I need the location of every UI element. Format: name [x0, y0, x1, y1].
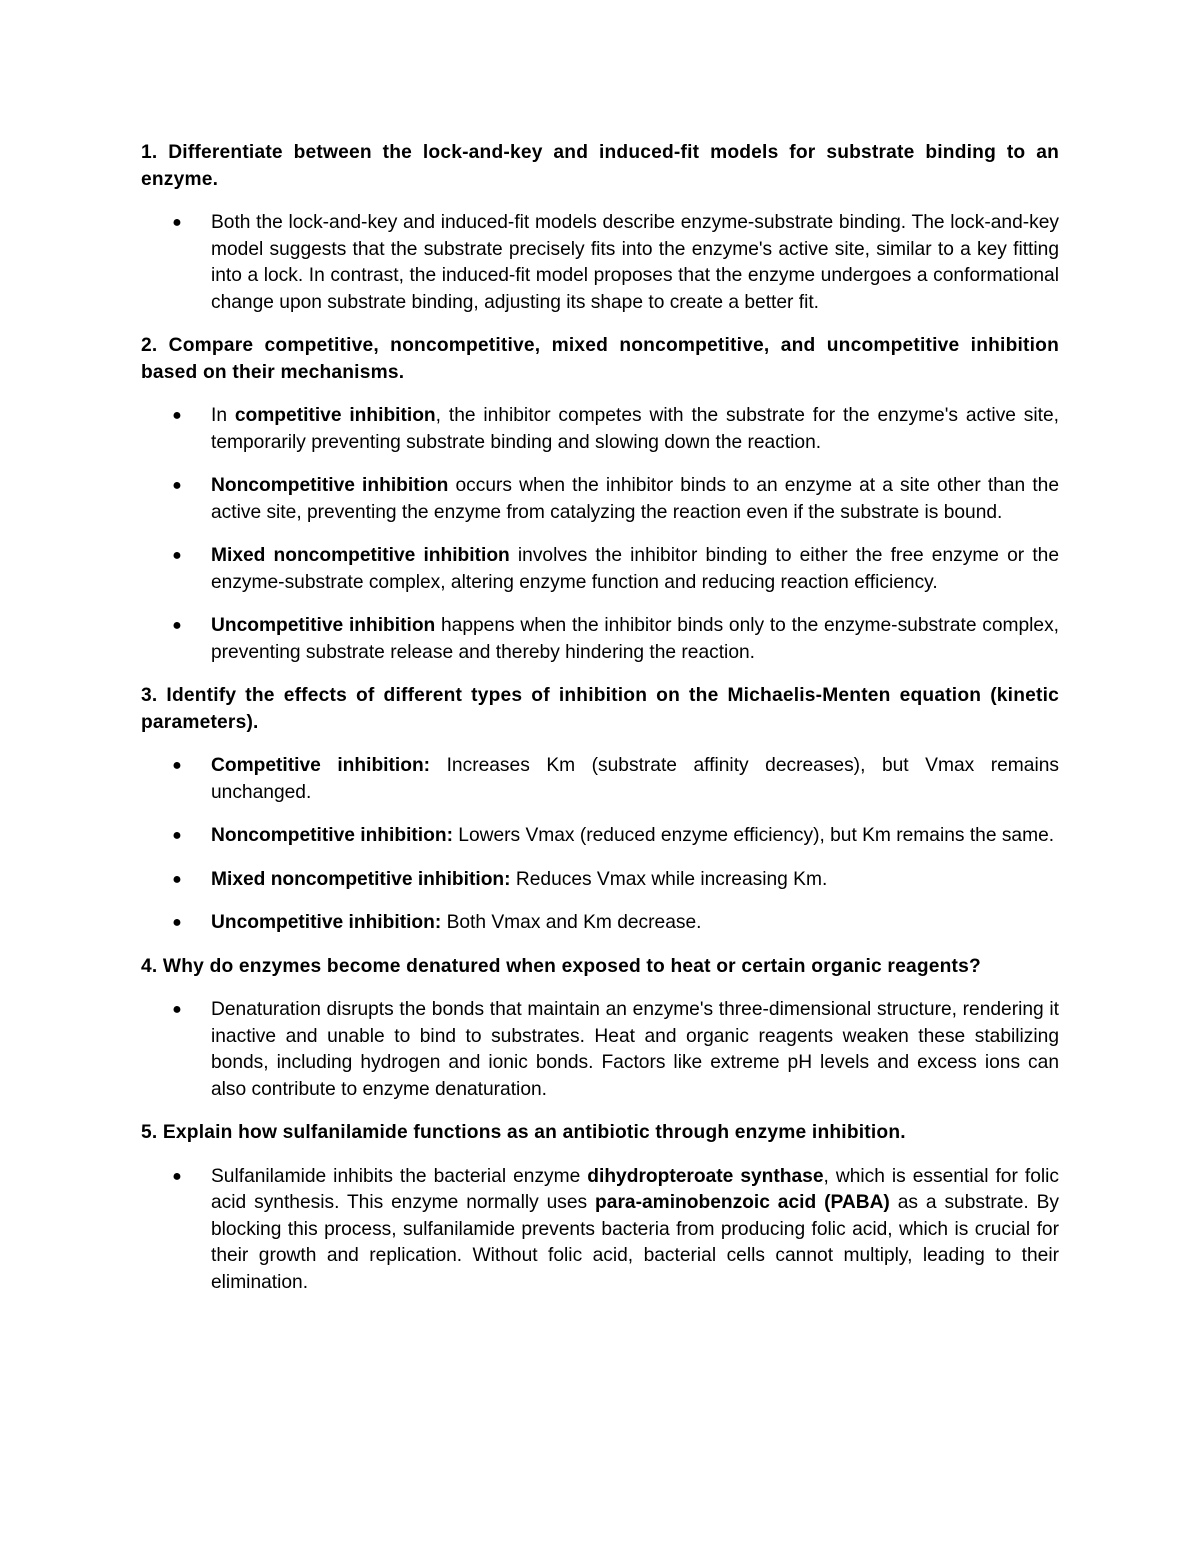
answer-text-2: as a substrate. By blocking this process, sulfanilamide prevents bacteria from producing folic acid, which is crucial for their growth and replication. Without folic acid, bacterial cells cannot multiply, leading to their elimination. — [211, 1192, 1060, 1293]
answer-list-1 — [141, 210, 1059, 316]
bullet-icon: ● — [172, 617, 182, 634]
bullet-icon: ● — [172, 214, 182, 231]
answer-item — [141, 910, 1059, 937]
document-page — [141, 140, 1059, 1314]
answer-list-4 — [141, 997, 1059, 1103]
answer-term: Uncompetitive inhibition: — [211, 912, 442, 933]
answer-term: Mixed noncompetitive inhibition — [211, 545, 510, 566]
answer-item — [141, 403, 1059, 456]
answer-term: dihydropteroate synthase — [587, 1165, 824, 1187]
answer-list-2 — [141, 403, 1059, 666]
answer-text: , which is essential for folic acid synthesis. This enzyme normally uses — [211, 1165, 1059, 1213]
answer-item — [141, 613, 1059, 666]
answer-item — [141, 823, 1059, 850]
answer-item — [141, 867, 1059, 894]
section-4 — [141, 954, 1059, 1104]
answer-text: , the inhibitor competes with the substrate for the enzyme's active site, temporarily preventing substrate binding and slowing down the reaction. — [211, 405, 1059, 453]
answer-item — [141, 473, 1059, 526]
answer-term: Competitive inhibition: — [211, 755, 431, 776]
bullet-icon: ● — [172, 407, 182, 424]
answer-item — [141, 997, 1059, 1103]
answer-term: Mixed noncompetitive inhibition: — [211, 868, 511, 890]
bullet-icon: ● — [172, 547, 182, 564]
bullet-icon: ● — [172, 1167, 182, 1185]
answer-item — [141, 210, 1059, 316]
answer-item — [141, 543, 1059, 596]
answer-text: Reduces Vmax while increasing Km. — [510, 868, 828, 890]
answer-text: occurs when the inhibitor binds to an enzyme at a site other than the active site, preventing the enzyme from catalyzing the reaction even if the substrate is bound. — [211, 475, 1059, 523]
answer-list-5 — [141, 1164, 1059, 1297]
answer-lead: In — [211, 405, 235, 426]
answer-item — [141, 753, 1059, 806]
answer-text: happens when the inhibitor binds only to the enzyme-substrate complex, preventing substrate release and thereby hindering the reaction. — [211, 615, 1060, 663]
answer-text: involves the inhibitor binding to either the free enzyme or the enzyme-substrate complex, altering enzyme function and reducing reaction efficiency. — [211, 545, 1059, 593]
section-2 — [141, 333, 1059, 666]
bullet-icon: ● — [172, 870, 182, 888]
answer-term: Noncompetitive inhibition — [211, 475, 449, 496]
answer-item — [141, 1164, 1059, 1297]
question-3: 3. Identify the effects of different types of inhibition on the Michaelis-Menten equation (kinetic parameters). — [141, 685, 1059, 733]
question-2: 2. Compare competitive, noncompetitive, mixed noncompetitive, and uncompetitive inhibition based on their mechanisms. — [141, 335, 1059, 383]
question-4: 4. Why do enzymes become denatured when exposed to heat or certain organic reagents? — [141, 955, 981, 977]
question-1: 1. Differentiate between the lock-and-key and induced-fit models for substrate binding to an enzyme. — [141, 142, 1059, 190]
answer-lead: Sulfanilamide inhibits the bacterial enzyme — [211, 1165, 588, 1187]
answer-term-2: para-aminobenzoic acid (PABA) — [595, 1192, 890, 1213]
bullet-icon: ● — [172, 757, 182, 774]
section-1 — [141, 140, 1059, 316]
answer-text: Increases Km (substrate affinity decreases), but Vmax remains unchanged. — [211, 755, 1059, 803]
bullet-icon: ● — [172, 914, 182, 931]
answer-term: Noncompetitive inhibition: — [211, 825, 453, 846]
answer-text: Both Vmax and Km decrease. — [441, 912, 702, 933]
section-3 — [141, 683, 1059, 937]
section-5 — [141, 1120, 1059, 1296]
question-5: 5. Explain how sulfanilamide functions as an antibiotic through enzyme inhibition. — [141, 1122, 906, 1143]
bullet-icon: ● — [172, 477, 182, 494]
bullet-icon: ● — [172, 827, 182, 844]
bullet-icon: ● — [172, 1001, 182, 1018]
answer-term: Uncompetitive inhibition — [211, 615, 436, 636]
answer-text: Both the lock-and-key and induced-fit models describe enzyme-substrate binding. The lock-and-key model suggests that the substrate precisely fits into the enzyme's active site, similar to a key fitting into a lock. In contrast, the induced-fit model proposes that the enzyme undergoes a conformational change upon substrate binding, adjusting its shape to create a better fit. — [211, 212, 1059, 313]
answer-term: competitive inhibition — [234, 405, 436, 426]
answer-list-3 — [141, 753, 1059, 937]
answer-text: Denaturation disrupts the bonds that maintain an enzyme's three-dimensional structure, rendering it inactive and unable to bind to substrates. Heat and organic reagents weaken these stabilizing bonds, including hydrogen and ionic bonds. Factors like extreme pH levels and excess ions can also contribute to enzyme denaturation. — [211, 999, 1059, 1100]
answer-text: Lowers Vmax (reduced enzyme efficiency), but Km remains the same. — [452, 825, 1055, 846]
